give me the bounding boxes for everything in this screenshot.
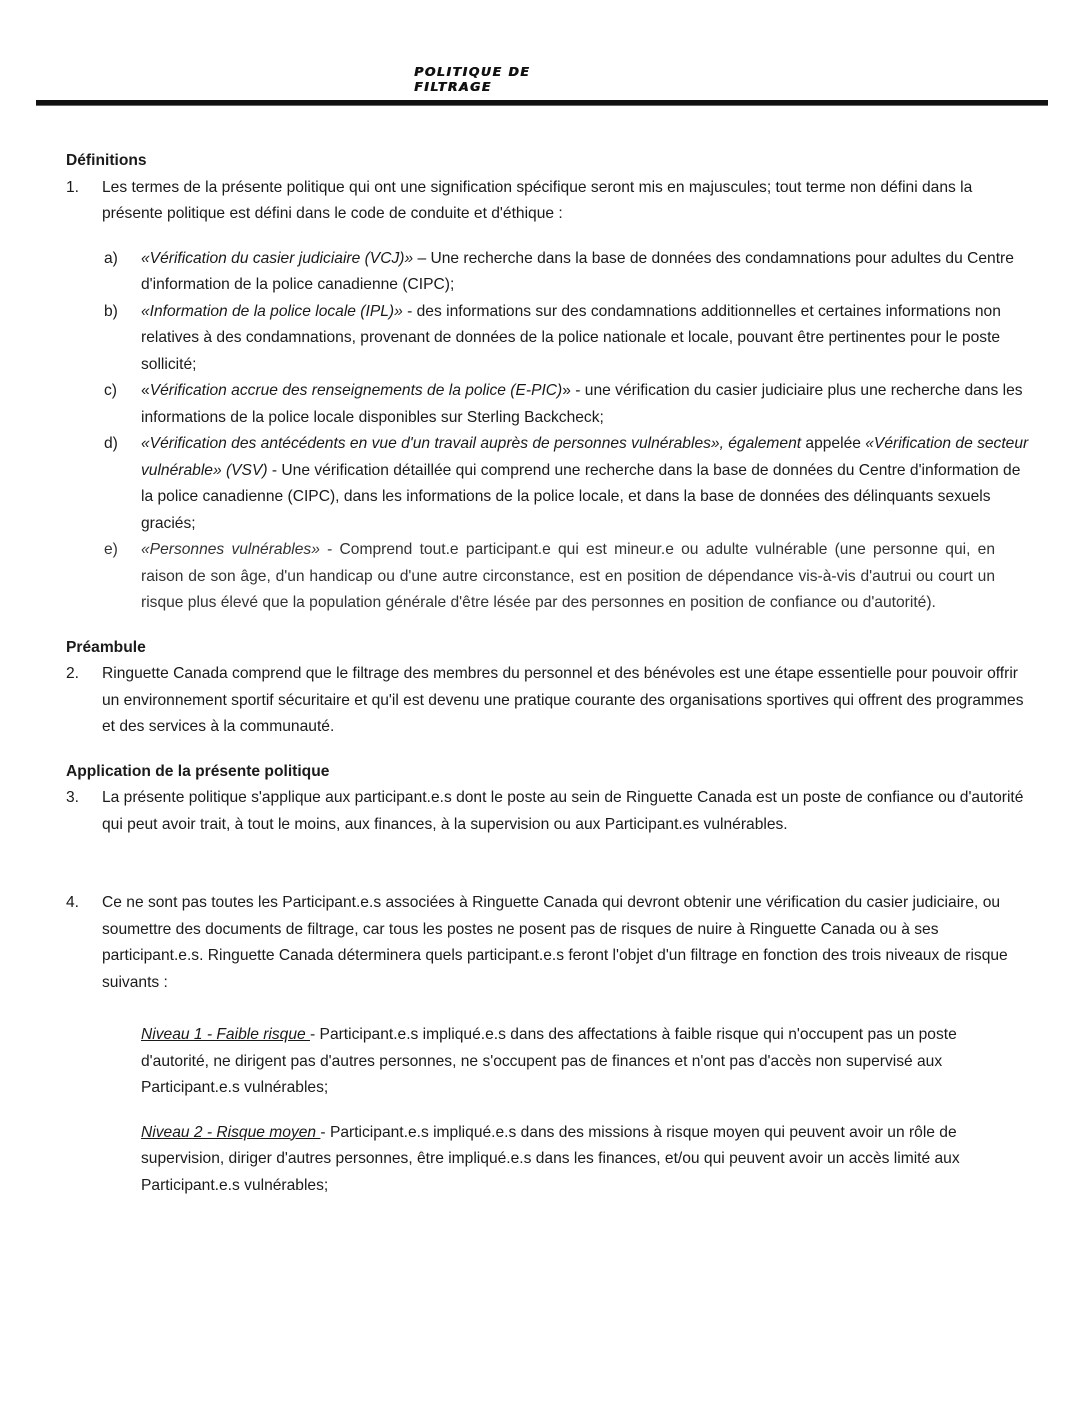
definition-text: - Comprend tout.e participant.e qui est mineur.e ou adulte vulnérable (une personne qui, en raison de son âge, d'un handicap ou d'une autre circonstance, est en position de dépendance vis-à-vis d'autrui ou court un risque plus élevé que la population générale d'être lésée par des personnes en position de confiance ou d'autorité). [141, 541, 996, 611]
document-body [66, 148, 1036, 1199]
preambule-heading: Préambule [66, 638, 146, 656]
definition-term: «Vérification des antécédents en vue d'un travail auprès de personnes vulnérables», également [141, 435, 802, 452]
definition-text: » - une vérification du casier judiciaire plus une recherche dans les informations de la police locale disponibles sur Sterling Backcheck; [141, 382, 1023, 426]
risk-level-text: - Participant.e.s impliqué.e.s dans des affectations à faible risque qui n'occupent pas un poste d'autorité, ne dirigent pas d'autres personnes, ne s'occupent pas de finances et n'ont pas d'accès non supervisé aux Participant.e.s vulnérables; [141, 1026, 957, 1096]
definition-term: «Information de la police locale (IPL)» [141, 302, 403, 320]
definition-text: - des informations sur des condamnations additionnelles et certaines informations non relatives à des condamnations, provenant de données de la police nationale et locale, pouvant être pertinentes pour le poste sollicité; [141, 302, 1001, 373]
item-4 [66, 890, 1036, 996]
risk-level-1 [141, 1022, 1006, 1102]
definition-term: «Personnes vulnérables» [141, 541, 320, 558]
item-letter: c) [104, 382, 117, 399]
definition-b [66, 299, 1030, 379]
item-text: La présente politique s'applique aux participant.e.s dont le poste au sein de Ringuette Canada est un poste de confiance ou d'autorité qui peut avoir trait, à tout le moins, aux finances, à la supervision ou aux Participant.es vulnérables. [102, 789, 1024, 833]
item-text: Les termes de la présente politique qui ont une signification spécifique seront mis en majuscules; tout terme non défini dans la présente politique est défini dans le code de conduite et d'éthique : [102, 178, 973, 222]
item-3 [66, 785, 1036, 838]
item-number: 3. [66, 789, 80, 806]
item-letter: a) [104, 249, 118, 267]
title-line-1: POLITIQUE DE [414, 64, 531, 79]
header-rule [36, 100, 1048, 106]
definition-c [66, 378, 1030, 431]
risk-level-2 [141, 1120, 1006, 1200]
risk-level-label: Niveau 1 - Faible risque [141, 1026, 311, 1043]
item-number: 2. [66, 665, 80, 682]
definition-term: «Vérification du casier judiciaire (VCJ)» [141, 249, 414, 267]
item-2 [66, 661, 1036, 741]
item-number: 4. [66, 894, 80, 911]
definition-a [66, 246, 1030, 299]
definition-d [66, 431, 1030, 537]
item-1 [66, 175, 1036, 228]
application-heading: Application de la présente politique [66, 762, 330, 780]
item-letter: e) [104, 541, 118, 558]
definition-e [66, 537, 995, 617]
item-text: Ringuette Canada comprend que le filtrage des membres du personnel et des bénévoles est une étape essentielle pour pouvoir offrir un environnement sportif sécuritaire et qu'il est devenu une pratique courante des organisations sportives qui offrent des programmes et des services à la communauté. [102, 665, 1024, 735]
definition-text-mid: appelée [801, 435, 866, 452]
item-letter: d) [104, 435, 118, 452]
definition-term: Vérification accrue des renseignements de la police (E-PIC) [149, 382, 563, 399]
item-text: Ce ne sont pas toutes les Participant.e.s associées à Ringuette Canada qui devront obtenir une vérification du casier judiciaire, ou soumettre des documents de filtrage, car tous les postes ne posent pas de risques de nuire à Ringuette Canada ou à ses participant.e.s. Ringuette Canada déterminera quels participant.e.s feront l'objet d'un filtrage en fonction des trois niveaux de risque suivants : [102, 894, 1008, 991]
item-letter: b) [104, 302, 118, 320]
definition-text: – Une recherche dans la base de données des condamnations pour adultes du Centre d'information de la police canadienne (CIPC); [141, 249, 1014, 293]
document-title [414, 64, 634, 94]
definition-text: - Une vérification détaillée qui comprend une recherche dans la base de données du Centre d'information de la police canadienne (CIPC), dans les informations de la police locale, et dans la base de données des délinquants sexuels graciés; [141, 461, 1021, 532]
definition-prefix: « [141, 382, 150, 399]
definitions-list [66, 246, 1036, 617]
risk-level-label: Niveau 2 - Risque moyen [141, 1123, 321, 1141]
item-number: 1. [66, 178, 80, 196]
risk-level-text: - Participant.e.s impliqué.e.s dans des missions à risque moyen qui peuvent avoir un rôle de supervision, diriger d'autres personnes, être impliqué.e.s dans les finances, et/ou qui peuvent avoir un accès limité aux Participant.e.s vulnérables; [141, 1123, 960, 1194]
definition-term-2: «Vérification de secteur vulnérable» (VSV) [141, 435, 1029, 479]
definitions-heading: Définitions [66, 152, 147, 169]
title-line-2: FILTRAGE [414, 79, 492, 94]
